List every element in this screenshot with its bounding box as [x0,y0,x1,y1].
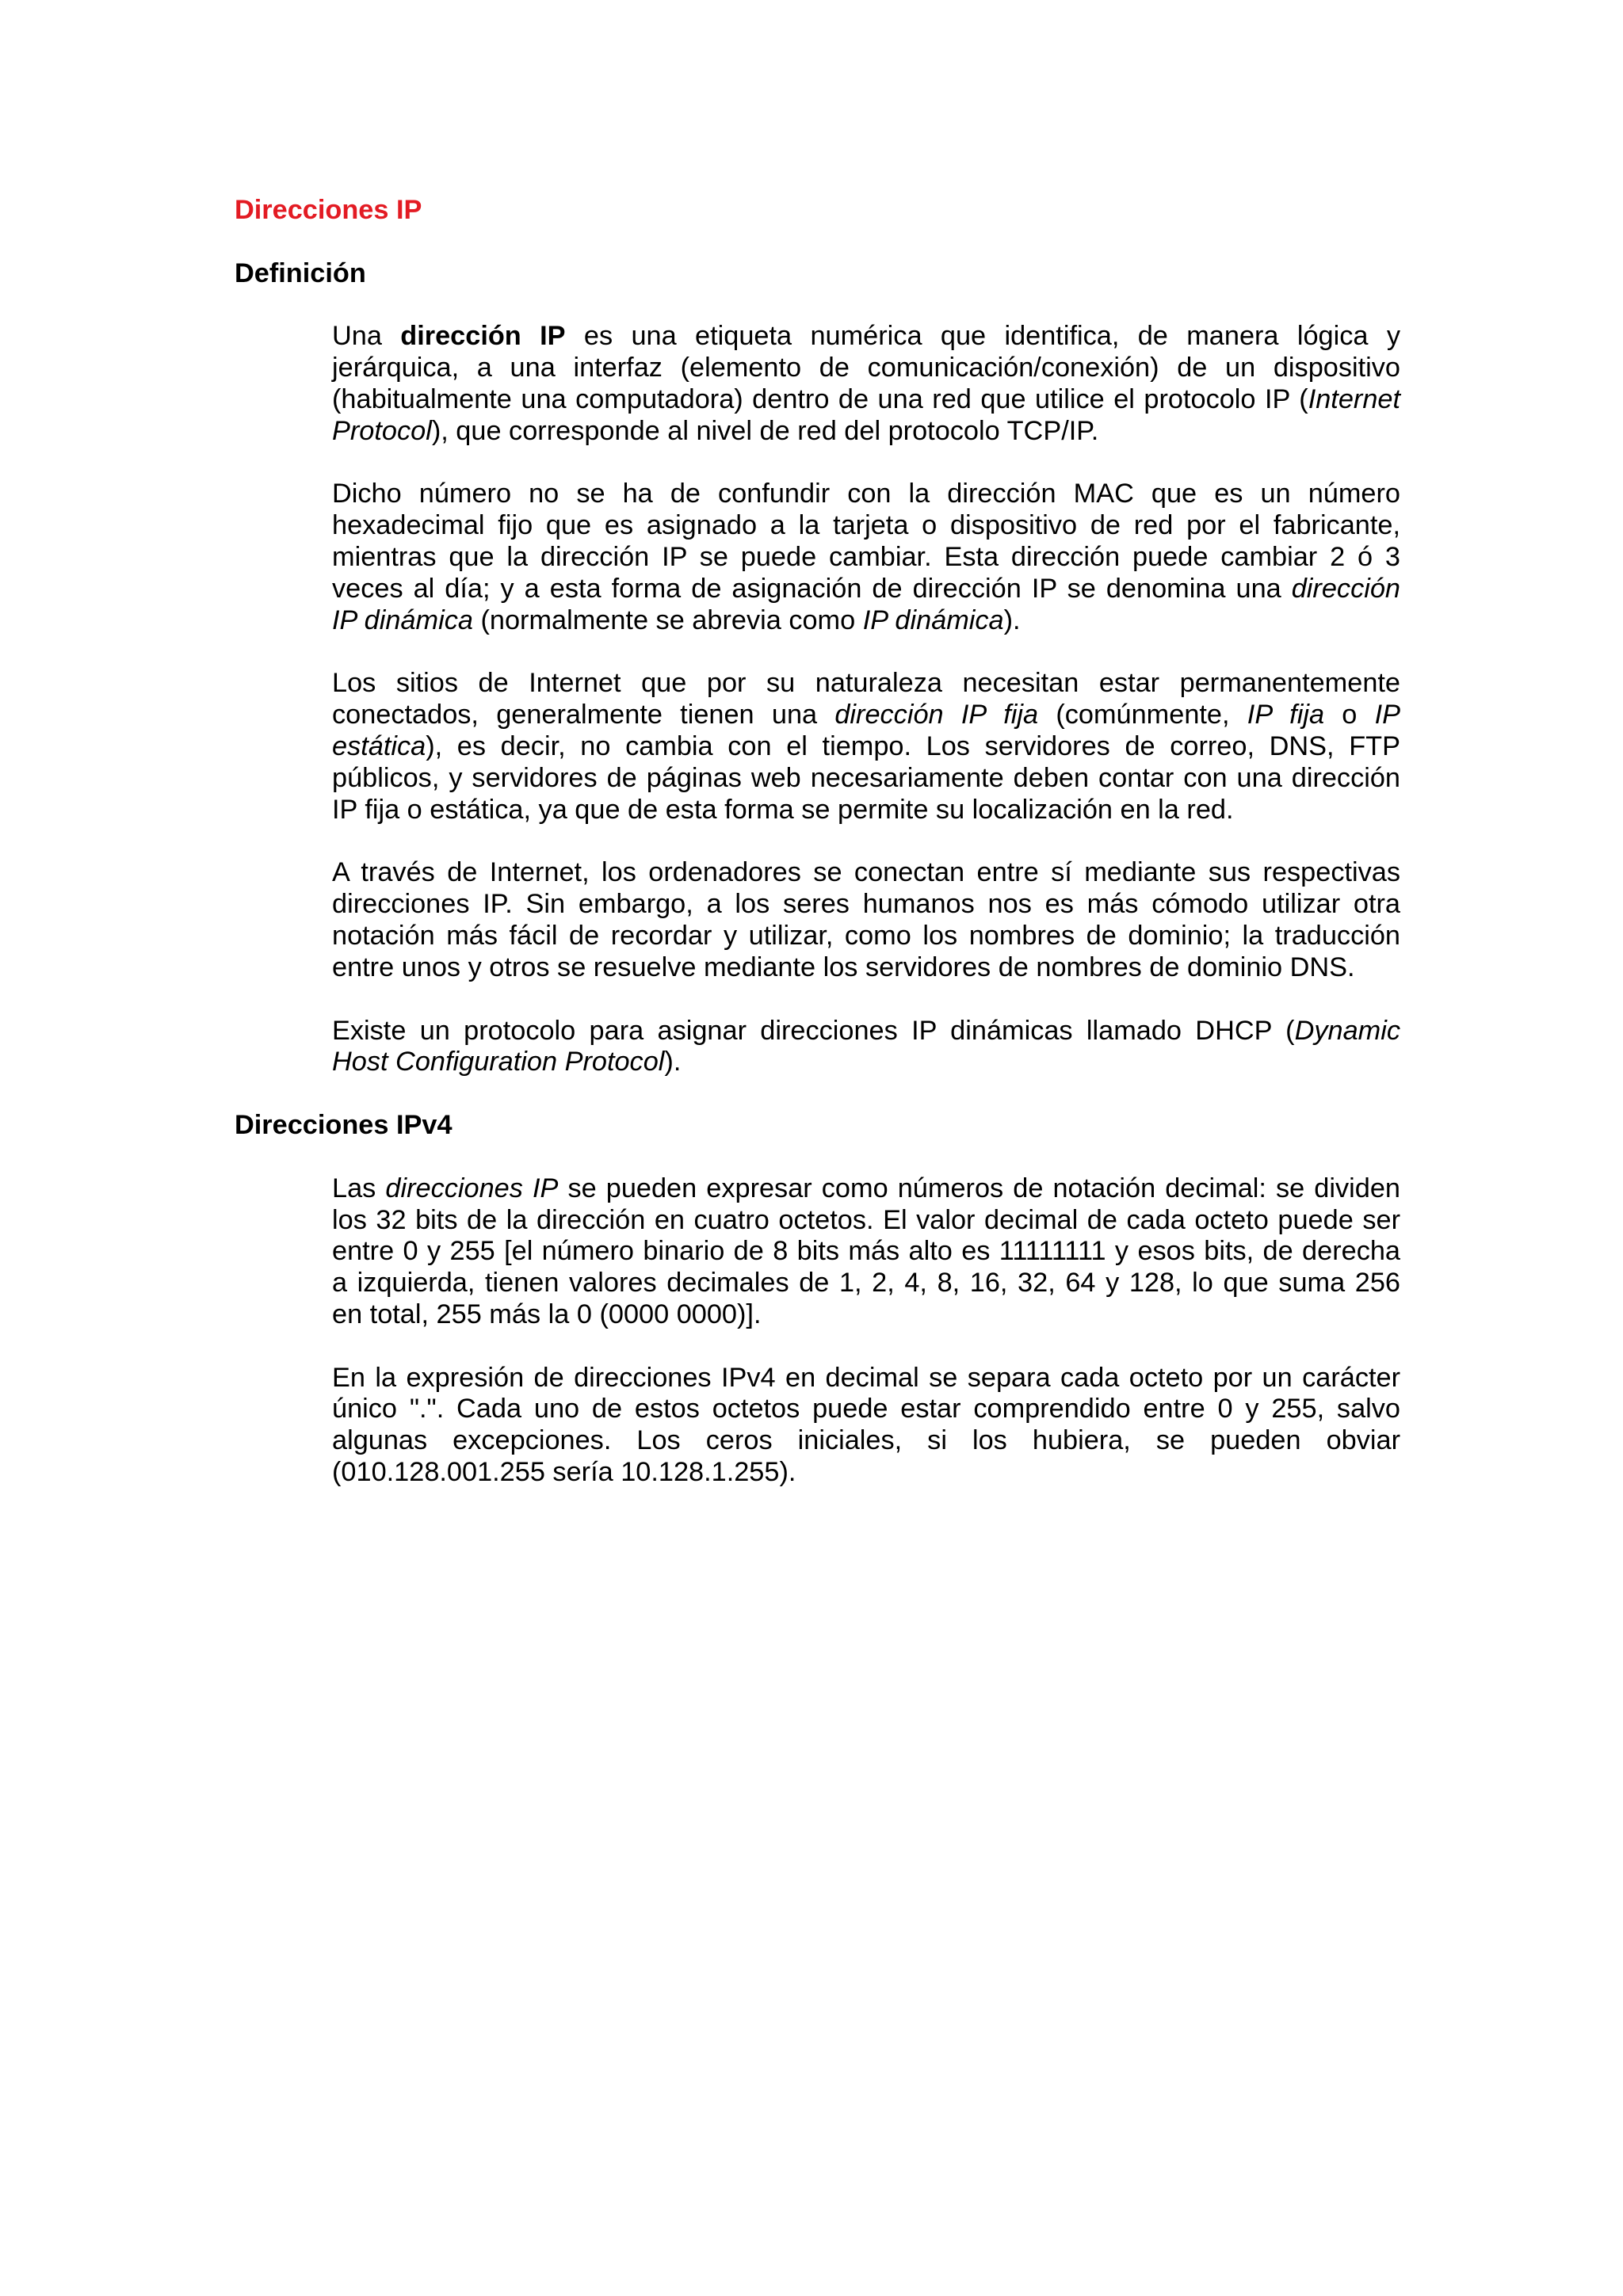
paragraph [332,479,1400,636]
italic-text: Protocol [332,415,432,446]
text-run: o [1324,700,1375,730]
text-run: es una etiqueta numérica que identifica, de manera lógica y [565,321,1400,352]
paragraph-line [332,1394,1400,1425]
italic-text: dirección IP fija [834,700,1039,730]
text-run: veces al día; y a esta forma de asignación de dirección IP se denomina una [332,573,1292,604]
paragraph-line [332,763,1400,795]
text-run: mientras que la dirección IP se puede cambiar. Esta dirección puede cambiar 2 ó 3 [332,542,1400,573]
paragraph-line [332,1299,1400,1331]
document-body [0,195,1623,1520]
text-run: Las [332,1173,386,1203]
paragraph-line [332,1457,1400,1489]
text-run: Una [332,321,401,352]
paragraph-line [332,542,1400,574]
section-heading: Direcciones IPv4 [235,1110,453,1141]
text-run: ), es decir, no cambia con el tiempo. Los servidores de correo, DNS, FTP [426,731,1400,762]
italic-text: IP dinámica [862,605,1004,635]
italic-text: IP dinámica [332,605,473,635]
paragraph-line [332,605,1400,637]
italic-text: dirección [1291,573,1400,604]
text-run: hexadecimal fijo que es asignado a la tarjeta o dispositivo de red por el fabricante, [332,510,1400,541]
paragraph-line [332,479,1400,510]
paragraph-line [332,510,1400,542]
paragraph-line [332,384,1400,416]
text-run: direcciones IP. Sin embargo, a los seres humanos nos es más cómodo utilizar otra [332,889,1400,920]
paragraph-line [332,1047,1400,1078]
text-run: a izquierda, tienen valores decimales de 1, 2, 4, 8, 16, 32, 64 y 128, lo que suma 256 [332,1268,1400,1299]
paragraph [332,668,1400,826]
paragraph-line [332,952,1400,984]
paragraph-line [332,731,1400,763]
text-run: entre 0 y 255 [el número binario de 8 bits más alto es 11111111 y esos bits, de derecha [332,1236,1400,1267]
paragraph-line [332,1205,1400,1237]
paragraph-line [332,416,1400,448]
text-run: se pueden expresar como números de notación decimal: se dividen [558,1173,1400,1203]
paragraph [332,1173,1400,1331]
paragraph-line [332,1425,1400,1457]
page-title: Direcciones IP [235,195,422,225]
text-run: (normalmente se abrevia como [472,605,863,635]
paragraph-line [332,574,1400,605]
text-run: Dicho número no se ha de confundir con la dirección MAC que es un número [332,479,1400,509]
paragraph [332,321,1400,447]
paragraph [332,1016,1400,1079]
text-run: algunas excepciones. Los ceros iniciales, si los hubiera, se pueden obviar [332,1425,1400,1456]
bold-text: dirección IP [400,321,566,352]
text-run: A través de Internet, los ordenadores se conectan entre sí mediante sus respectivas [332,857,1400,888]
text-run: ). [1003,605,1021,635]
paragraph-line [332,857,1400,889]
paragraph-line [332,1173,1400,1205]
text-run: públicos, y servidores de páginas web necesariamente deben contar con una dirección [332,762,1400,793]
text-run: ), que corresponde al nivel de red del protocolo TCP/IP. [431,415,1099,446]
italic-text: estática [332,731,426,762]
paragraph [332,1363,1400,1489]
paragraph-line [332,321,1400,353]
paragraph-line [332,353,1400,384]
section-heading: Definición [235,257,366,288]
paragraph-line [332,795,1400,826]
paragraph-line [332,889,1400,921]
text-run: IP fija o estática, ya que de esta forma se permite su localización en la red. [332,794,1234,825]
text-run: Existe un protocolo para asignar direcciones IP dinámicas llamado DHCP ( [332,1015,1295,1046]
italic-text: IP [1374,700,1401,730]
paragraph-line [332,1363,1400,1394]
paragraph-line [332,700,1400,731]
text-run: conectados, generalmente tienen una [332,700,835,730]
text-run: jerárquica, a una interfaz (elemento de comunicación/conexión) de un dispositivo [332,353,1400,383]
text-run: En la expresión de direcciones IPv4 en decimal se separa cada octeto por un carácter [332,1362,1400,1393]
italic-text: Dynamic [1294,1015,1400,1046]
text-run: los 32 bits de la dirección en cuatro octetos. El valor decimal de cada octeto puede ser [332,1204,1400,1235]
text-run: en total, 255 más la 0 (0000 0000)]. [332,1299,762,1329]
text-run: (habitualmente una computadora) dentro de una red que utilice el protocolo IP ( [332,383,1308,414]
text-run: entre unos y otros se resuelve mediante los servidores de nombres de dominio DNS. [332,952,1355,982]
text-run: único ".". Cada uno de estos octetos puede estar comprendido entre 0 y 255, salvo [332,1394,1400,1425]
text-run: notación más fácil de recordar y utilizar, como los nombres de dominio; la traducción [332,921,1400,952]
paragraph-line [332,1016,1400,1047]
italic-text: Internet [1308,383,1400,414]
italic-text: IP fija [1247,700,1325,730]
paragraph-line [332,1268,1400,1299]
text-run: ). [664,1047,682,1077]
text-run: (010.128.001.255 sería 10.128.1.255). [332,1457,796,1488]
paragraph [332,857,1400,983]
paragraph-line [332,668,1400,700]
text-run: (comúnmente, [1038,700,1247,730]
paragraph-line [332,1236,1400,1268]
paragraph-line [332,921,1400,952]
italic-text: direcciones IP [385,1173,559,1203]
italic-text: Host Configuration Protocol [332,1047,665,1077]
text-run: Los sitios de Internet que por su naturaleza necesitan estar permanentemente [332,668,1400,699]
